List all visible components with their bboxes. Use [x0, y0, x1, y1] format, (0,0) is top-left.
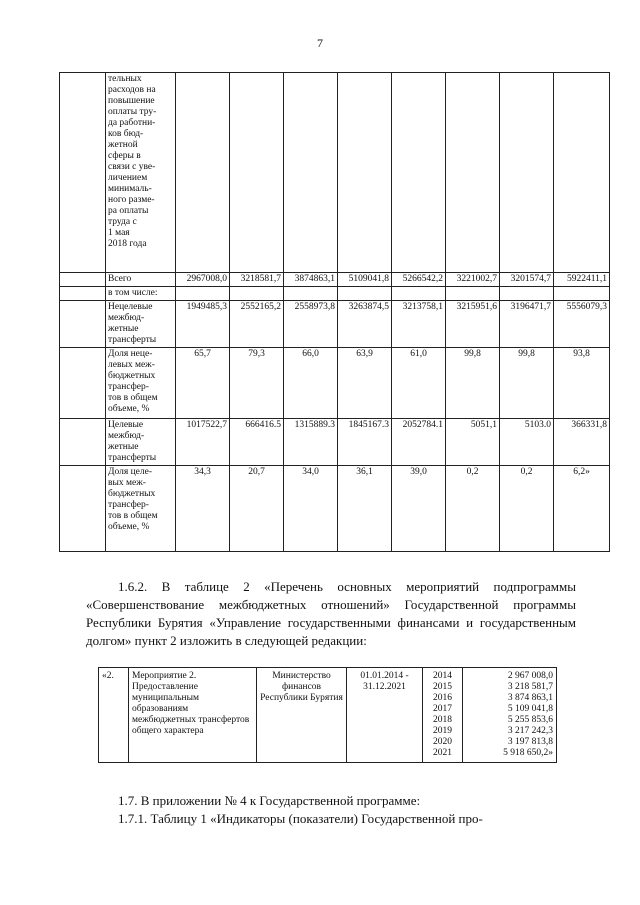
value-cell: 3215951,6: [446, 301, 500, 348]
value-cell: 3263874,5: [338, 301, 392, 348]
amount: 2 967 008,0: [507, 671, 553, 681]
event-years: [423, 668, 463, 763]
table-row: [60, 419, 610, 466]
event-amounts: [463, 668, 557, 763]
value-cell: 2558973,8: [284, 301, 338, 348]
value-cell: 65,7: [176, 348, 230, 419]
year: 2016: [433, 693, 452, 703]
value-cell: [176, 73, 230, 273]
year: 2021: [433, 748, 452, 758]
value-cell: 79,3: [230, 348, 284, 419]
value-cell: [392, 287, 446, 301]
value-cell: [338, 73, 392, 273]
value-cell: 3221002,7: [446, 273, 500, 287]
event-executor: Министерство финансов Республики Бурятия: [257, 668, 347, 763]
paragraph-1-7-1: 1.7.1. Таблицу 1 «Индикаторы (показатели) Государственной про-: [118, 811, 483, 826]
year: 2015: [433, 682, 452, 692]
value-cell: 3218581,7: [230, 273, 284, 287]
row-label: Доля целе- вых меж- бюджетных трансфер- тов в общем объеме, %: [106, 466, 176, 552]
empty-cell: [60, 466, 106, 552]
value-cell: [392, 73, 446, 273]
value-cell: 66,0: [284, 348, 338, 419]
year: 2018: [433, 715, 452, 725]
event-table: [98, 667, 557, 763]
year: 2020: [433, 737, 452, 747]
table-row: [60, 287, 610, 301]
amount: 5 918 650,2»: [503, 748, 553, 758]
value-cell: 3196471,7: [500, 301, 554, 348]
table-row: [60, 348, 610, 419]
value-cell: 20,7: [230, 466, 284, 552]
value-cell: 5109041,8: [338, 273, 392, 287]
amount: 3 197 813,8: [507, 737, 553, 747]
year: 2019: [433, 726, 452, 736]
value-cell: 3213758,1: [392, 301, 446, 348]
value-cell: [554, 73, 610, 273]
value-cell: 34,3: [176, 466, 230, 552]
event-number: «2.: [99, 668, 129, 763]
value-cell: 99,8: [446, 348, 500, 419]
value-cell: 5051,1: [446, 419, 500, 466]
value-cell: [338, 287, 392, 301]
value-cell: 93,8: [554, 348, 610, 419]
value-cell: [284, 287, 338, 301]
value-cell: 5922411,1: [554, 273, 610, 287]
value-cell: [446, 287, 500, 301]
amount: 5 255 853,6: [507, 715, 553, 725]
value-cell: 36,1: [338, 466, 392, 552]
value-cell: 0,2: [446, 466, 500, 552]
value-cell: [500, 287, 554, 301]
row-label: в том числе:: [106, 287, 176, 301]
amount: 5 109 041,8: [507, 704, 553, 714]
value-cell: 5103.0: [500, 419, 554, 466]
value-cell: 366331,8: [554, 419, 610, 466]
table-row: [60, 301, 610, 348]
event-row: [99, 668, 557, 763]
value-cell: 5266542,2: [392, 273, 446, 287]
empty-cell: [60, 273, 106, 287]
value-cell: [554, 287, 610, 301]
paragraph-1-6-2: 1.6.2. В таблице 2 «Перечень основных мероприятий подпрограммы «Совершенствование межбюджетных отношений» Государственной программы Республики Бурятия «Управление государственными финансами и государственным долгом» пункт 2 изложить в следующей редакции:: [86, 579, 576, 648]
amount: 3 217 242,3: [507, 726, 553, 736]
year: 2014: [433, 671, 452, 681]
value-cell: [230, 287, 284, 301]
row-label: тельных расходов на повышение оплаты тру- да работни- ков бюд- жетной сферы в связи с уве- личением минималь- ного разме- ра оплаты труда с 1 мая 2018 года: [106, 73, 176, 273]
row-label: Доля неце- левых меж- бюджетных трансфер- тов в общем объеме, %: [106, 348, 176, 419]
value-cell: 39,0: [392, 466, 446, 552]
value-cell: [230, 73, 284, 273]
table-row: [60, 73, 610, 273]
row-label: Всего: [106, 273, 176, 287]
value-cell: 3874863,1: [284, 273, 338, 287]
value-cell: [500, 73, 554, 273]
value-cell: [176, 287, 230, 301]
value-cell: 2967008,0: [176, 273, 230, 287]
empty-cell: [60, 287, 106, 301]
empty-cell: [60, 73, 106, 273]
empty-cell: [60, 301, 106, 348]
value-cell: 666416.5: [230, 419, 284, 466]
value-cell: 61,0: [392, 348, 446, 419]
value-cell: [446, 73, 500, 273]
row-label: Целевые межбюд- жетные трансферты: [106, 419, 176, 466]
paragraph-1-7: 1.7. В приложении № 4 к Государственной программе:: [118, 793, 421, 808]
value-cell: 0,2: [500, 466, 554, 552]
empty-cell: [60, 348, 106, 419]
value-cell: 1949485,3: [176, 301, 230, 348]
value-cell: 6,2»: [554, 466, 610, 552]
page-number: 7: [317, 36, 323, 50]
value-cell: 2552165,2: [230, 301, 284, 348]
amount: 3 218 581,7: [507, 682, 553, 692]
row-label: Нецелевые межбюд- жетные трансферты: [106, 301, 176, 348]
budget-table: [59, 72, 610, 552]
value-cell: 1017522,7: [176, 419, 230, 466]
value-cell: 99,8: [500, 348, 554, 419]
value-cell: 34,0: [284, 466, 338, 552]
value-cell: 63,9: [338, 348, 392, 419]
value-cell: 5556079,3: [554, 301, 610, 348]
event-period: 01.01.2014 - 31.12.2021: [347, 668, 423, 763]
value-cell: 3201574,7: [500, 273, 554, 287]
event-name: Мероприятие 2. Предоставление муниципальным образованиям межбюджетных трансфертов общего характера: [129, 668, 257, 763]
empty-cell: [60, 419, 106, 466]
amount: 3 874 863,1: [507, 693, 553, 703]
table-row: [60, 466, 610, 552]
table-row: [60, 273, 610, 287]
value-cell: 2052784.1: [392, 419, 446, 466]
value-cell: [284, 73, 338, 273]
year: 2017: [433, 704, 452, 714]
value-cell: 1845167.3: [338, 419, 392, 466]
value-cell: 1315889.3: [284, 419, 338, 466]
